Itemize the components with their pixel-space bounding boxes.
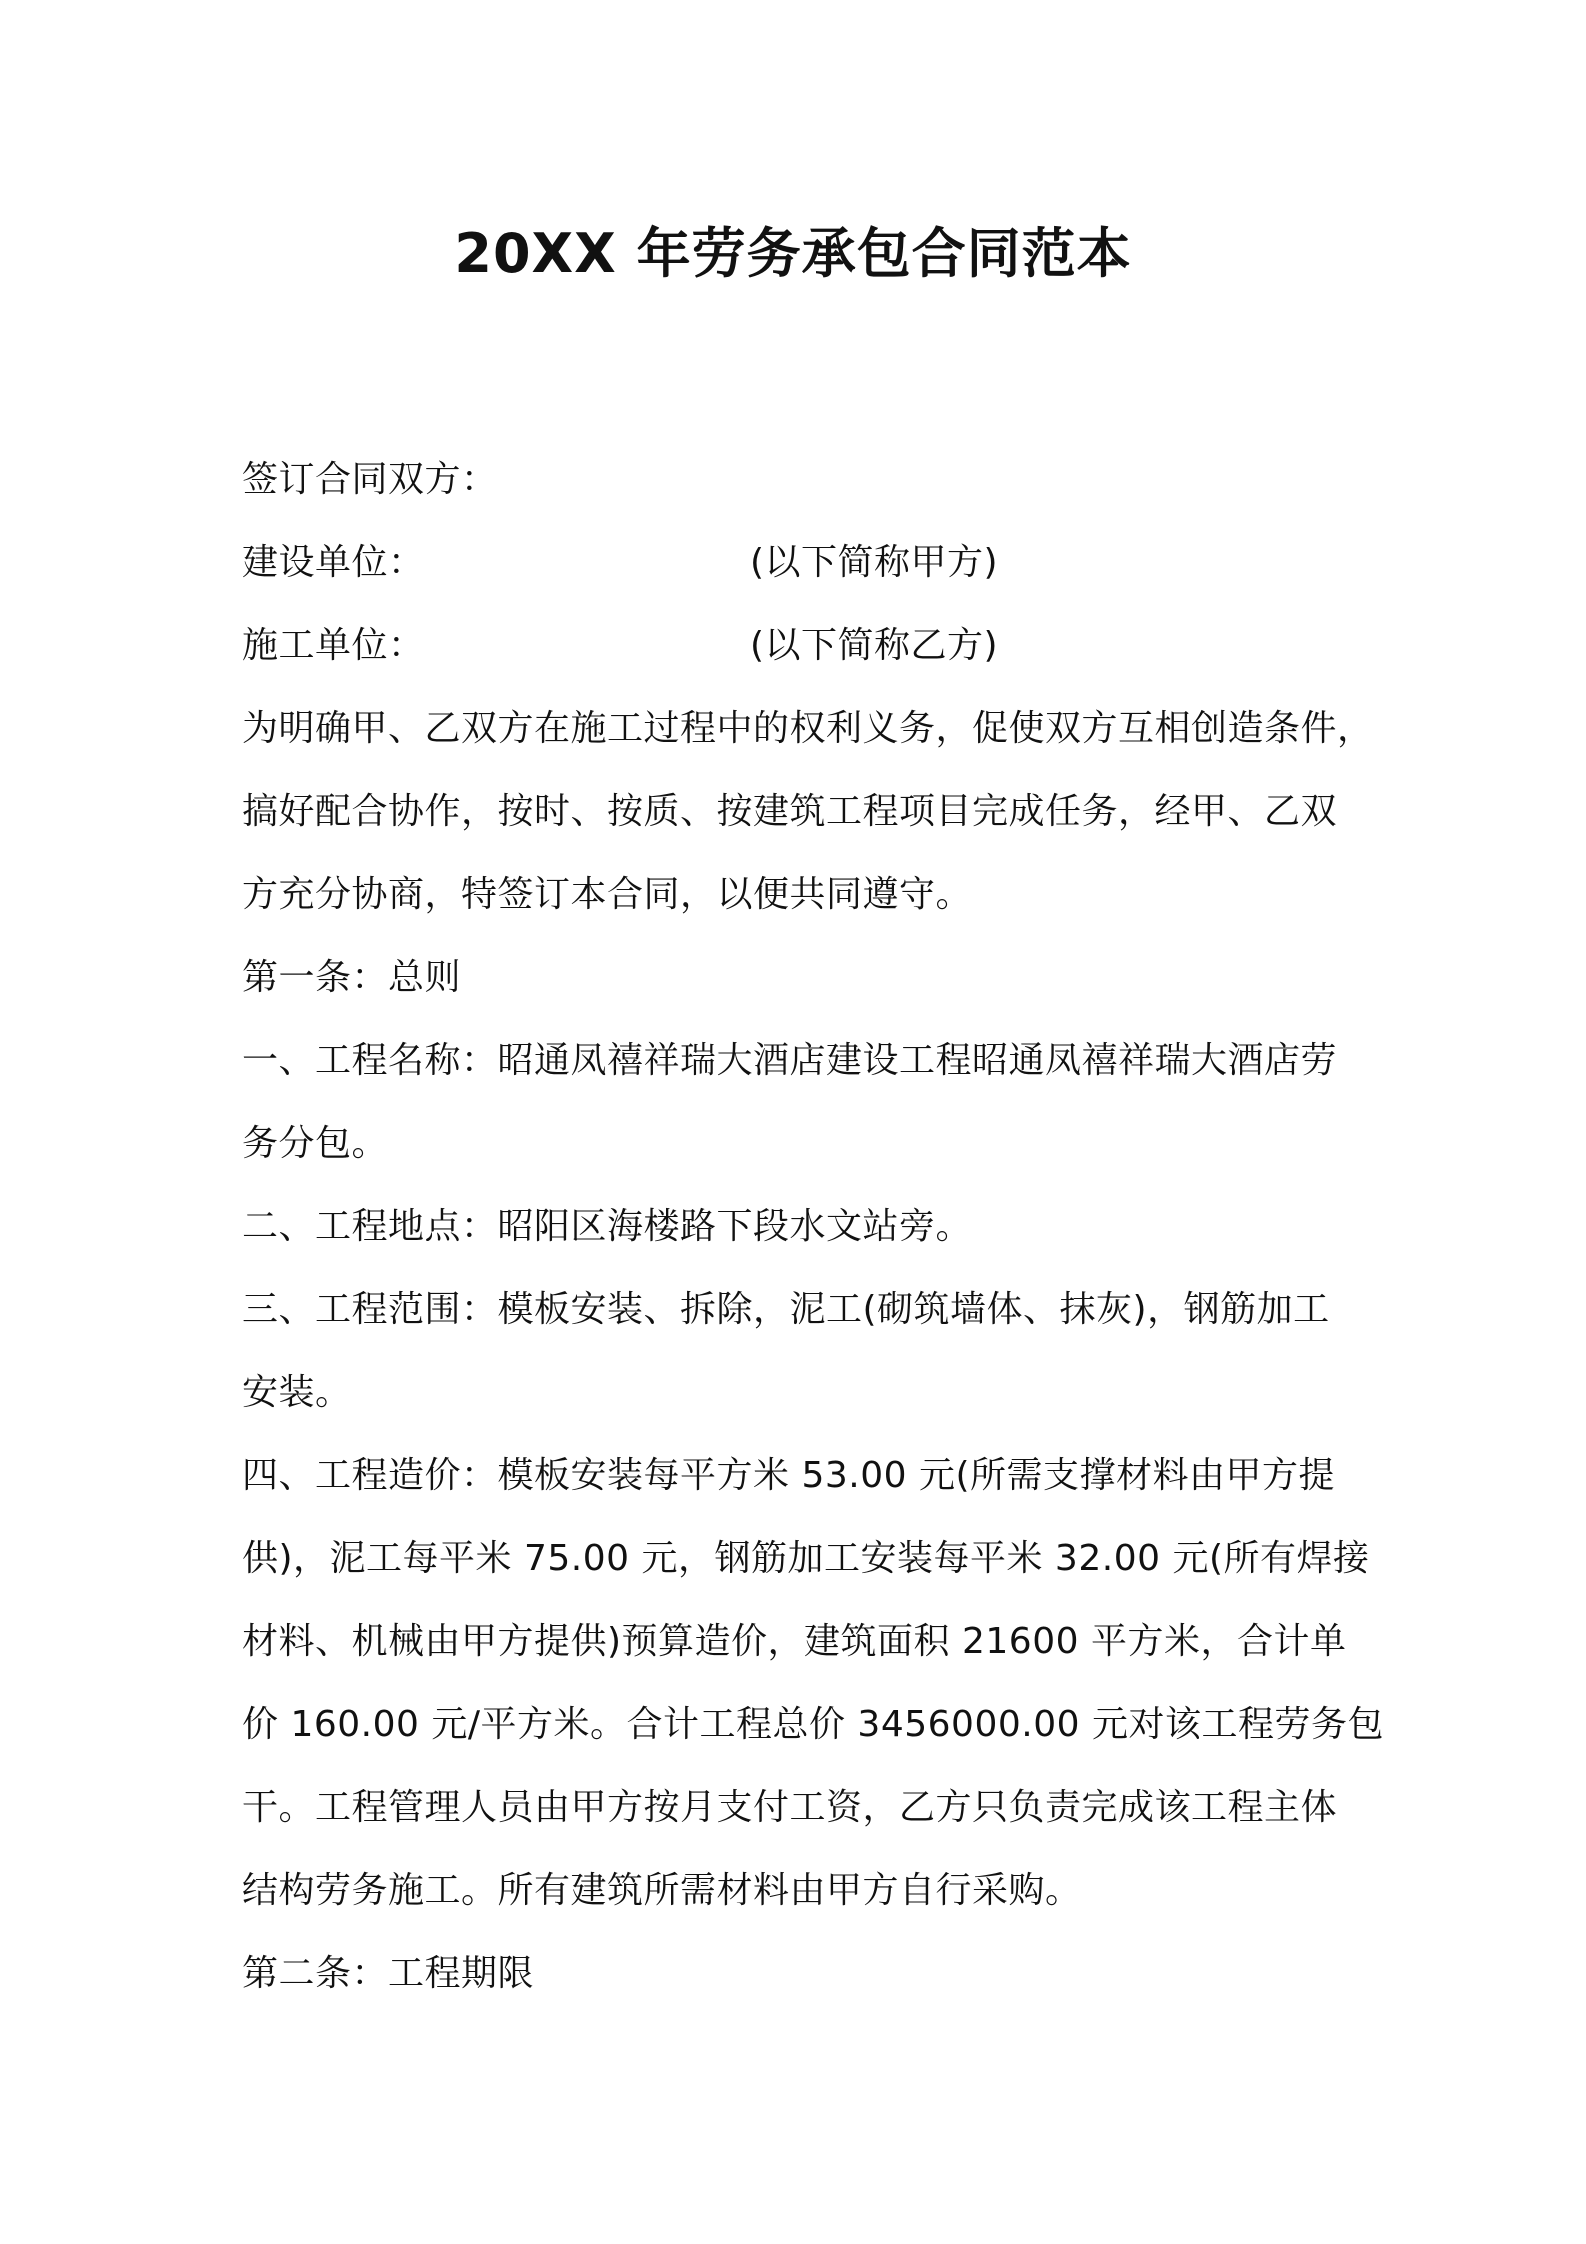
article-1-item-project-cost [242,1434,1384,1932]
text-line: 干。工程管理人员由甲方按月支付工资，乙方只负责完成该工程主体 [242,1787,1338,1828]
article-2-heading: 第二条：工程期限 [242,1953,535,1994]
article-1-item-project-name [242,1019,1356,1185]
document-body [242,438,1384,2015]
preamble-paragraph [242,687,1374,936]
text-line: 三、工程范围：模板安装、拆除，泥工(砌筑墙体、抹灰)，钢筋加工 [242,1289,1330,1330]
document-title: 20XX 年劳务承包合同范本 [454,222,1132,285]
text-line: 二、工程地点：昭阳区海楼路下段水文站旁。 [242,1206,973,1247]
party-note: (以下简称甲方) [750,542,999,583]
text-line: 搞好配合协作，按时、按质、按建筑工程项目完成任务，经甲、乙双 [242,791,1338,832]
article-1-item-project-location [242,1185,1356,1268]
text-line: 一、工程名称：昭通凤禧祥瑞大酒店建设工程昭通凤禧祥瑞大酒店劳 [242,1040,1338,1081]
text-line: 为明确甲、乙双方在施工过程中的权利义务，促使双方互相创造条件， [242,708,1374,749]
text-line: 四、工程造价：模板安装每平方米 53.00 元(所需支撑材料由甲方提 [242,1455,1335,1496]
party-line-construction-unit [242,521,1356,604]
text-line: 供)，泥工每平米 75.00 元，钢筋加工安装每平米 32.00 元(所有焊接 [242,1538,1370,1579]
text-line: 材料、机械由甲方提供)预算造价，建筑面积 21600 平方米，合计单 [242,1621,1347,1662]
text-line: 方充分协商，特签订本合同，以便共同遵守。 [242,874,973,915]
article-1-item-project-scope [242,1268,1356,1434]
party-line-contractor-unit [242,604,1356,687]
party-label: 施工单位： [242,625,425,666]
text-line: 务分包。 [242,1123,389,1164]
signing-parties-heading: 签订合同双方： [242,459,498,500]
party-note: (以下简称乙方) [750,625,999,666]
party-label: 建设单位： [242,542,425,583]
text-line: 价 160.00 元/平方米。合计工程总价 3456000.00 元对该工程劳务包 [242,1704,1384,1745]
text-line: 安装。 [242,1372,352,1413]
text-line: 结构劳务施工。所有建筑所需材料由甲方自行采购。 [242,1870,1082,1911]
article-1-heading: 第一条：总则 [242,957,462,998]
